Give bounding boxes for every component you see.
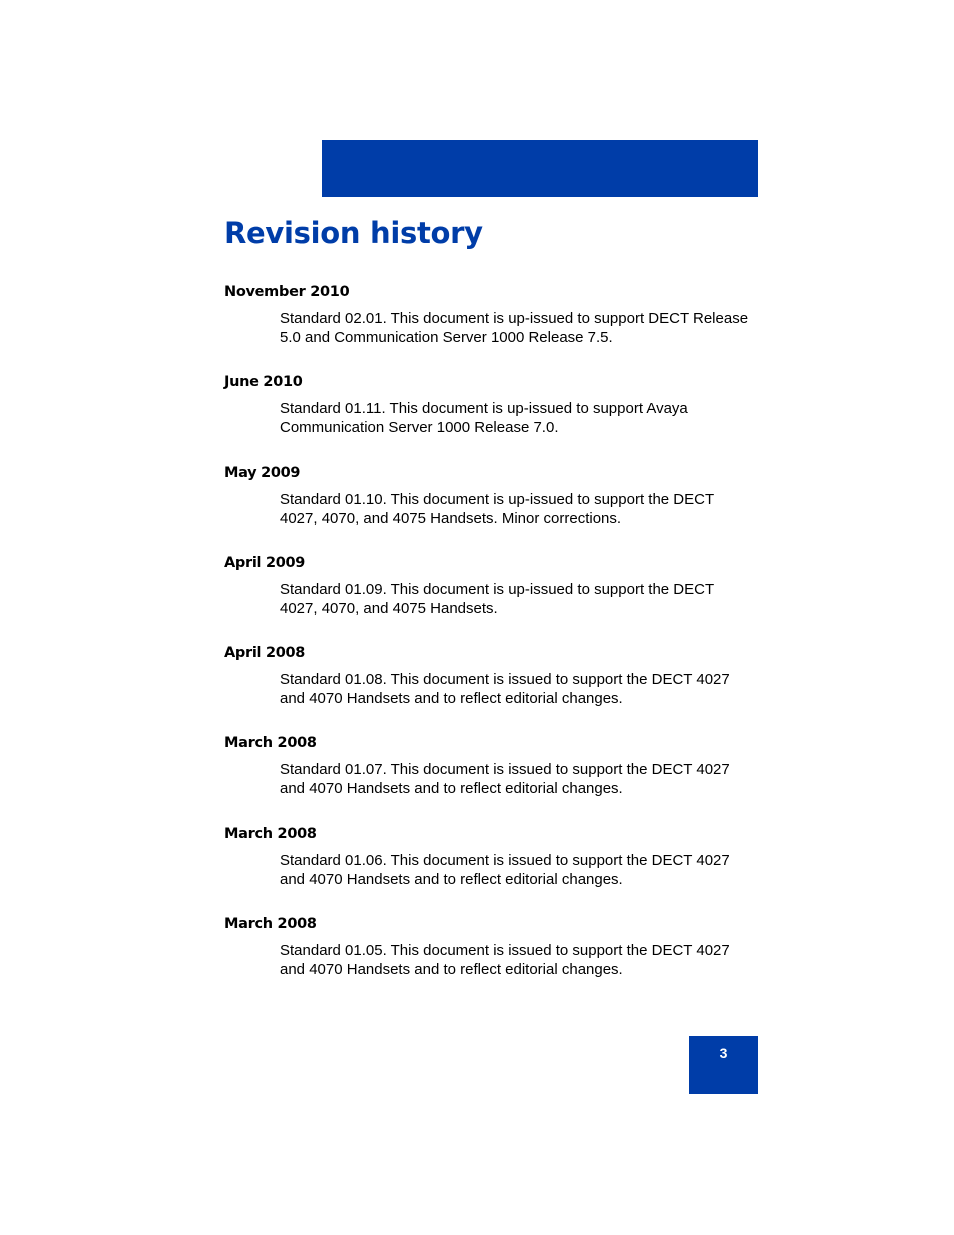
revision-date: April 2008	[224, 645, 306, 662]
revision-description: Standard 01.09. This document is up-issued to support the DECT 4027, 4070, and 4075 Handsets.	[280, 580, 714, 617]
revision-date: June 2010	[224, 374, 303, 391]
revision-entry	[224, 642, 754, 732]
header-bar	[322, 140, 758, 197]
revision-entry	[224, 732, 754, 822]
revision-date: April 2009	[224, 554, 306, 571]
revision-entry	[224, 281, 754, 371]
revision-list	[224, 281, 754, 1003]
revision-entry	[224, 371, 754, 461]
revision-description: Standard 01.11. This document is up-issued to support Avaya Communication Server 1000 Release 7.0.	[280, 400, 688, 437]
revision-description: Standard 01.07. This document is issued to support the DECT 4027 and 4070 Handsets and to reflect editorial changes.	[280, 761, 730, 798]
revision-date: March 2008	[224, 916, 317, 933]
revision-date: March 2008	[224, 825, 317, 842]
revision-description: Standard 02.01. This document is up-issued to support DECT Release 5.0 and Communication Server 1000 Release 7.5.	[280, 310, 749, 346]
revision-date: March 2008	[224, 735, 317, 752]
revision-date: November 2010	[224, 284, 350, 300]
revision-date: May 2009	[224, 464, 301, 481]
revision-entry	[224, 552, 754, 642]
revision-description: Standard 01.10. This document is up-issued to support the DECT 4027, 4070, and 4075 Handsets. Minor corrections.	[280, 490, 714, 527]
revision-entry	[224, 913, 754, 1003]
page-title: Revision history	[224, 216, 483, 250]
revision-description: Standard 01.05. This document is issued to support the DECT 4027 and 4070 Handsets and to reflect editorial changes.	[280, 942, 730, 979]
revision-description: Standard 01.08. This document is issued to support the DECT 4027 and 4070 Handsets and to reflect editorial changes.	[280, 671, 730, 708]
revision-description: Standard 01.06. This document is issued to support the DECT 4027 and 4070 Handsets and to reflect editorial changes.	[280, 851, 730, 888]
revision-entry	[224, 823, 754, 913]
page-number: 3	[719, 1045, 728, 1061]
page-number-box	[689, 1036, 758, 1094]
revision-entry	[224, 462, 754, 552]
